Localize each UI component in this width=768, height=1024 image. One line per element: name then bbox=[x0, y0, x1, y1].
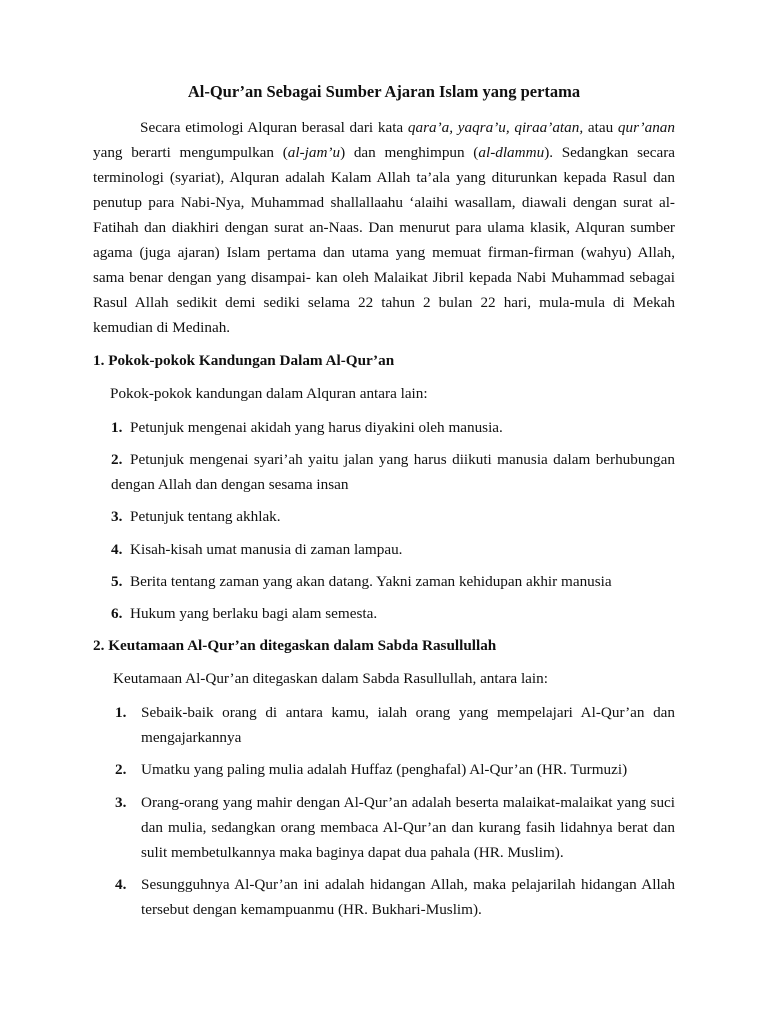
list-item bbox=[111, 601, 675, 626]
list-item bbox=[111, 569, 675, 594]
list-item-text: Kisah-kisah umat manusia di zaman lampau. bbox=[130, 541, 403, 558]
intro-italic-3: al-jam’u bbox=[287, 144, 341, 161]
list-item bbox=[111, 537, 675, 562]
list-item-text: Petunjuk mengenai akidah yang harus diyakini oleh manusia. bbox=[130, 419, 503, 436]
intro-text-1: Secara etimologi Alquran berasal dari kata bbox=[140, 119, 408, 136]
intro-text-2: atau bbox=[583, 119, 618, 136]
list-item-number: 1. bbox=[115, 704, 127, 721]
document-title: Al-Qur’an Sebagai Sumber Ajaran Islam yang pertama bbox=[187, 82, 581, 101]
intro-text-4: ) dan menghimpun ( bbox=[340, 144, 479, 161]
list-item-text: Sebaik-baik orang di antara kamu, ialah orang yang mempelajari Al-Qur’an dan mengajarkannya bbox=[141, 704, 675, 746]
list-item-text: Petunjuk tentang akhlak. bbox=[130, 508, 281, 525]
list-item-number: 3. bbox=[111, 508, 123, 525]
list-item-number: 4. bbox=[111, 541, 123, 558]
list-item-text: Petunjuk mengenai syari’ah yaitu jalan yang harus diikuti manusia dalam berhubungan dengan Allah dan dengan sesama insan bbox=[111, 451, 675, 493]
intro-italic-2: qur’anan bbox=[617, 119, 675, 136]
section1-heading: 1. Pokok-pokok Kandungan Dalam Al-Qur’an bbox=[93, 352, 395, 369]
section2-lead: Keutamaan Al-Qur’an ditegaskan dalam Sabda Rasullullah, antara lain: bbox=[113, 670, 548, 687]
list-item-number: 6. bbox=[111, 605, 123, 622]
list-item-text: Hukum yang berlaku bagi alam semesta. bbox=[130, 605, 378, 622]
section1-lead: Pokok-pokok kandungan dalam Alquran antara lain: bbox=[110, 385, 428, 402]
intro-italic-4: al-dlammu bbox=[478, 144, 545, 161]
list-item-text: Umatku yang paling mulia adalah Huffaz (penghafal) Al-Qur’an (HR. Turmuzi) bbox=[141, 761, 628, 778]
intro-text-5: ). Sedangkan secara terminologi (syariat), Alquran adalah Kalam Allah ta’ala yang diturunkan kepada Rasul dan penutup para Nabi-Nya, Muhammad shallallaahu ‘alaihi wasallam, diawali dengan surat al-Fatihah dan diakhiri dengan surat an-Naas. Dan menurut para ulama klasik, Alquran sumber agama (juga ajaran) Islam pertama dan utama yang memuat firman-firman (wahyu) Allah, sama benar dengan yang disampai- kan oleh Malaikat Jibril kepada Nabi Muhammad sebagai Rasul Allah sedikit demi sediki selama 22 tahun 2 bulan 22 hari, mula-mula di Mekah kemudian di Medinah. bbox=[93, 144, 675, 336]
list-item-number: 4. bbox=[115, 876, 127, 893]
list-item bbox=[111, 447, 675, 497]
list-item-number: 5. bbox=[111, 573, 123, 590]
list-item-number: 2. bbox=[115, 761, 127, 778]
list-item bbox=[111, 504, 675, 529]
list-item-text: Berita tentang zaman yang akan datang. Yakni zaman kehidupan akhir manusia bbox=[130, 573, 612, 590]
list-item bbox=[111, 415, 675, 440]
intro-italic-1: qara’a, yaqra’u, qiraa’atan, bbox=[407, 119, 584, 136]
intro-text-3: yang berarti mengumpulkan ( bbox=[93, 144, 288, 161]
intro-paragraph bbox=[93, 115, 675, 340]
list-item-text: Orang-orang yang mahir dengan Al-Qur’an adalah beserta malaikat-malaikat yang suci dan mulia, sedangkan orang membaca Al-Qur’an dan kurang fasih lidahnya berat dan sulit membetulkannya maka baginya dapat dua pahala (HR. Muslim). bbox=[141, 794, 675, 861]
list-item bbox=[115, 790, 675, 865]
list-item-number: 3. bbox=[115, 794, 127, 811]
list-item bbox=[115, 700, 675, 750]
list-item-number: 1. bbox=[111, 419, 123, 436]
section2-heading: 2. Keutamaan Al-Qur’an ditegaskan dalam Sabda Rasullullah bbox=[93, 637, 497, 654]
list-item bbox=[115, 872, 675, 922]
list-item bbox=[115, 757, 675, 782]
list-item-text: Sesungguhnya Al-Qur’an ini adalah hidangan Allah, maka pelajarilah hidangan Allah tersebut dengan kemampuanmu (HR. Bukhari-Muslim). bbox=[141, 876, 675, 918]
list-item-number: 2. bbox=[111, 451, 123, 468]
